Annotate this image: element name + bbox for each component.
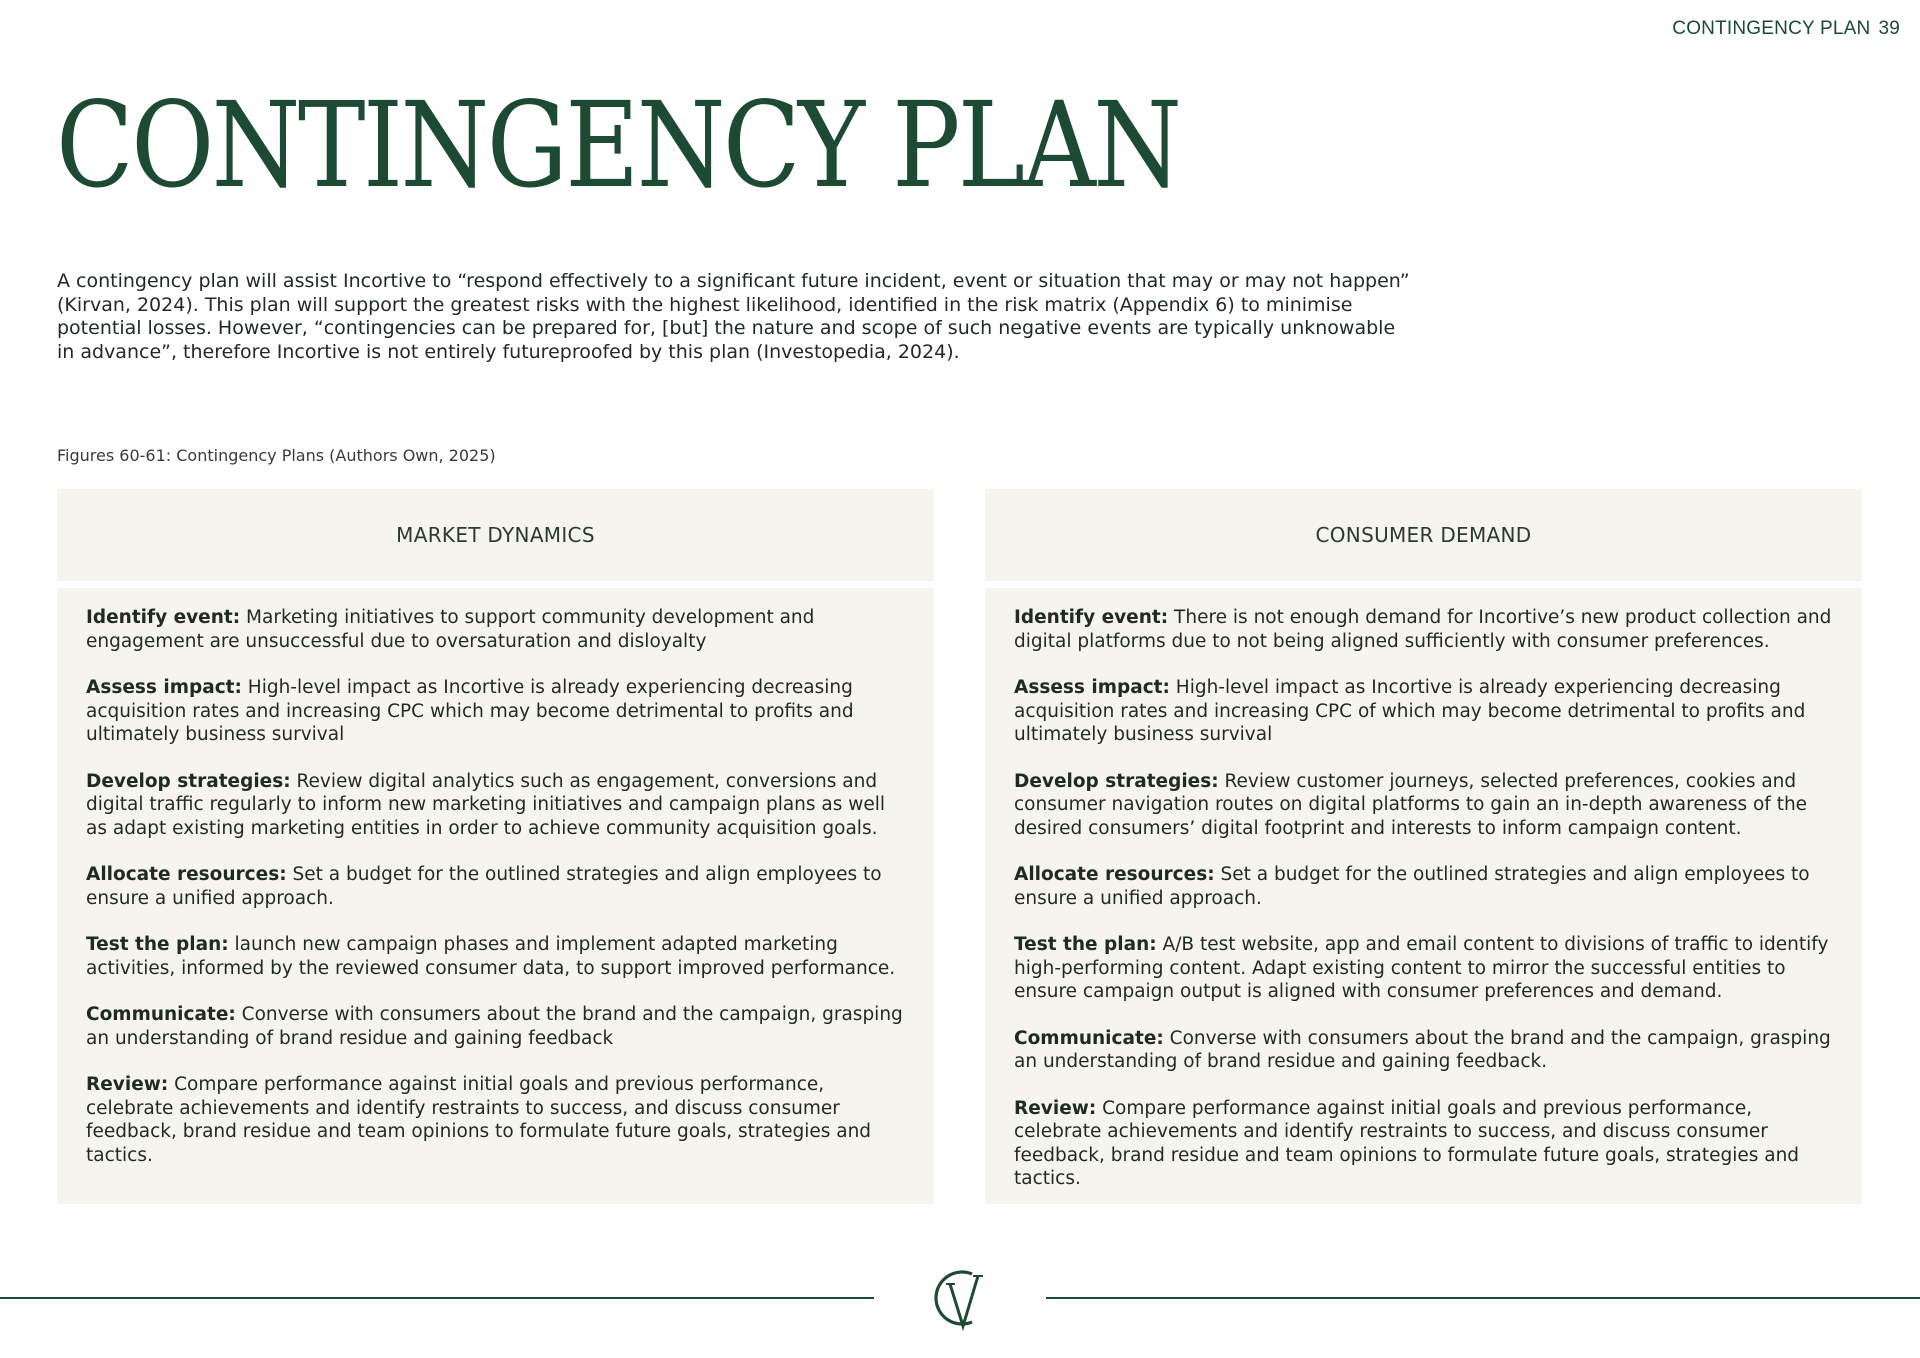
- item-test-the-plan: [86, 933, 906, 980]
- page-number: 39: [1878, 18, 1900, 39]
- item-assess-impact: [86, 676, 906, 747]
- page-header: [1672, 18, 1900, 40]
- footer-divider-right: [1046, 1297, 1920, 1299]
- item-communicate: [1014, 1027, 1834, 1074]
- item-text: High-level impact as Incortive is already experiencing decreasing acquisition rates and increasing CPC of which may become detrimental to profits and ultimately business survival: [1014, 677, 1806, 745]
- page-title: CONTINGENCY PLAN: [56, 76, 1180, 214]
- item-text: There is not enough demand for Incortive’s new product collection and digital platforms due to not being aligned sufficiently with consumer preferences.: [1014, 607, 1832, 652]
- item-review: [1014, 1097, 1834, 1191]
- item-label: Communicate:: [86, 1004, 236, 1025]
- item-label: Review:: [86, 1074, 169, 1095]
- section-label: CONTINGENCY PLAN: [1672, 18, 1871, 39]
- item-label: Test the plan:: [86, 934, 229, 955]
- item-allocate-resources: [1014, 863, 1834, 910]
- footer-divider-left: [0, 1297, 874, 1299]
- panel-body: [985, 588, 1862, 1204]
- item-label: Allocate resources:: [86, 864, 287, 885]
- item-label: Identify event:: [86, 607, 241, 628]
- item-label: Assess impact:: [86, 677, 242, 698]
- item-text: A/B test website, app and email content to divisions of traffic to identify high-performing content. Adapt existing content to mirror the successful entities to ensure campaign output is aligned with consumer preferences and demand.: [1014, 934, 1829, 1002]
- item-label: Identify event:: [1014, 607, 1169, 628]
- cv-monogram-logo-icon: [928, 1262, 992, 1334]
- item-develop-strategies: [1014, 770, 1834, 841]
- item-review: [86, 1073, 906, 1167]
- panel-heading: MARKET DYNAMICS: [57, 489, 934, 581]
- item-text: Converse with consumers about the brand and the campaign, grasping an understanding of brand residue and gaining feedback.: [1014, 1027, 1831, 1072]
- panel-heading: CONSUMER DEMAND: [985, 489, 1862, 581]
- item-text: Marketing initiatives to support community development and engagement are unsuccessful due to oversaturation and disloyalty: [86, 607, 815, 652]
- item-text: launch new campaign phases and implement adapted marketing activities, informed by the reviewed consumer data, to support improved performance.: [86, 934, 896, 979]
- item-text: Compare performance against initial goals and previous performance, celebrate achievements and identify restraints to success, and discuss consumer feedback, brand residue and team opinions to formulate future goals, strategies and tactics.: [86, 1074, 872, 1166]
- panel-body: [57, 588, 934, 1204]
- item-test-the-plan: [1014, 933, 1834, 1004]
- item-text: High-level impact as Incortive is already experiencing decreasing acquisition rates and increasing CPC which may become detrimental to profits and ultimately business survival: [86, 677, 854, 745]
- item-text: Review customer journeys, selected preferences, cookies and consumer navigation routes on digital platforms to gain an in-depth awareness of the desired consumers’ digital footprint and interests to inform campaign content.: [1014, 770, 1808, 839]
- item-label: Develop strategies:: [86, 770, 291, 792]
- item-assess-impact: [1014, 676, 1834, 747]
- panel-consumer-demand: [985, 489, 1862, 1204]
- item-text: Converse with consumers about the brand and the campaign, grasping an understanding of brand residue and gaining feedback: [86, 1004, 903, 1049]
- item-label: Assess impact:: [1014, 677, 1170, 698]
- item-identify-event: [1014, 606, 1834, 653]
- item-label: Allocate resources:: [1014, 864, 1215, 885]
- item-text: Review digital analytics such as engagement, conversions and digital traffic regularly to inform new marketing initiatives and campaign plans as well as adapt existing marketing entities in order to achieve community acquisition goals.: [86, 770, 886, 839]
- item-label: Develop strategies:: [1014, 770, 1219, 792]
- item-label: Test the plan:: [1014, 934, 1157, 955]
- item-develop-strategies: [86, 770, 906, 841]
- item-identify-event: [86, 606, 906, 653]
- item-allocate-resources: [86, 863, 906, 910]
- item-text: Set a budget for the outlined strategies and align employees to ensure a unified approach.: [1014, 864, 1810, 909]
- figure-caption: Figures 60-61: Contingency Plans (Authors Own, 2025): [57, 446, 496, 465]
- item-text: Compare performance against initial goals and previous performance, celebrate achievements and identify restraints to success, and discuss consumer feedback, brand residue and team opinions to formulate future goals, strategies and tactics.: [1014, 1097, 1800, 1189]
- panel-market-dynamics: [57, 489, 934, 1204]
- intro-paragraph: A contingency plan will assist Incortive to “respond effectively to a significant future incident, event or situation that may or may not happen” (Kirvan, 2024). This plan will support the greatest risks with the highest likelihood, identified in the risk matrix (Appendix 6) to minimise potential losses. However, “contingencies can be prepared for, [but] the nature and scope of such negative events are typically unknowable in advance”, therefore Incortive is not entirely futureproofed by this plan (Investopedia, 2024).: [57, 270, 1410, 363]
- item-label: Review:: [1014, 1097, 1097, 1119]
- item-label: Communicate:: [1014, 1027, 1164, 1049]
- item-text: Set a budget for the outlined strategies and align employees to ensure a unified approach.: [86, 864, 882, 909]
- item-communicate: [86, 1003, 906, 1050]
